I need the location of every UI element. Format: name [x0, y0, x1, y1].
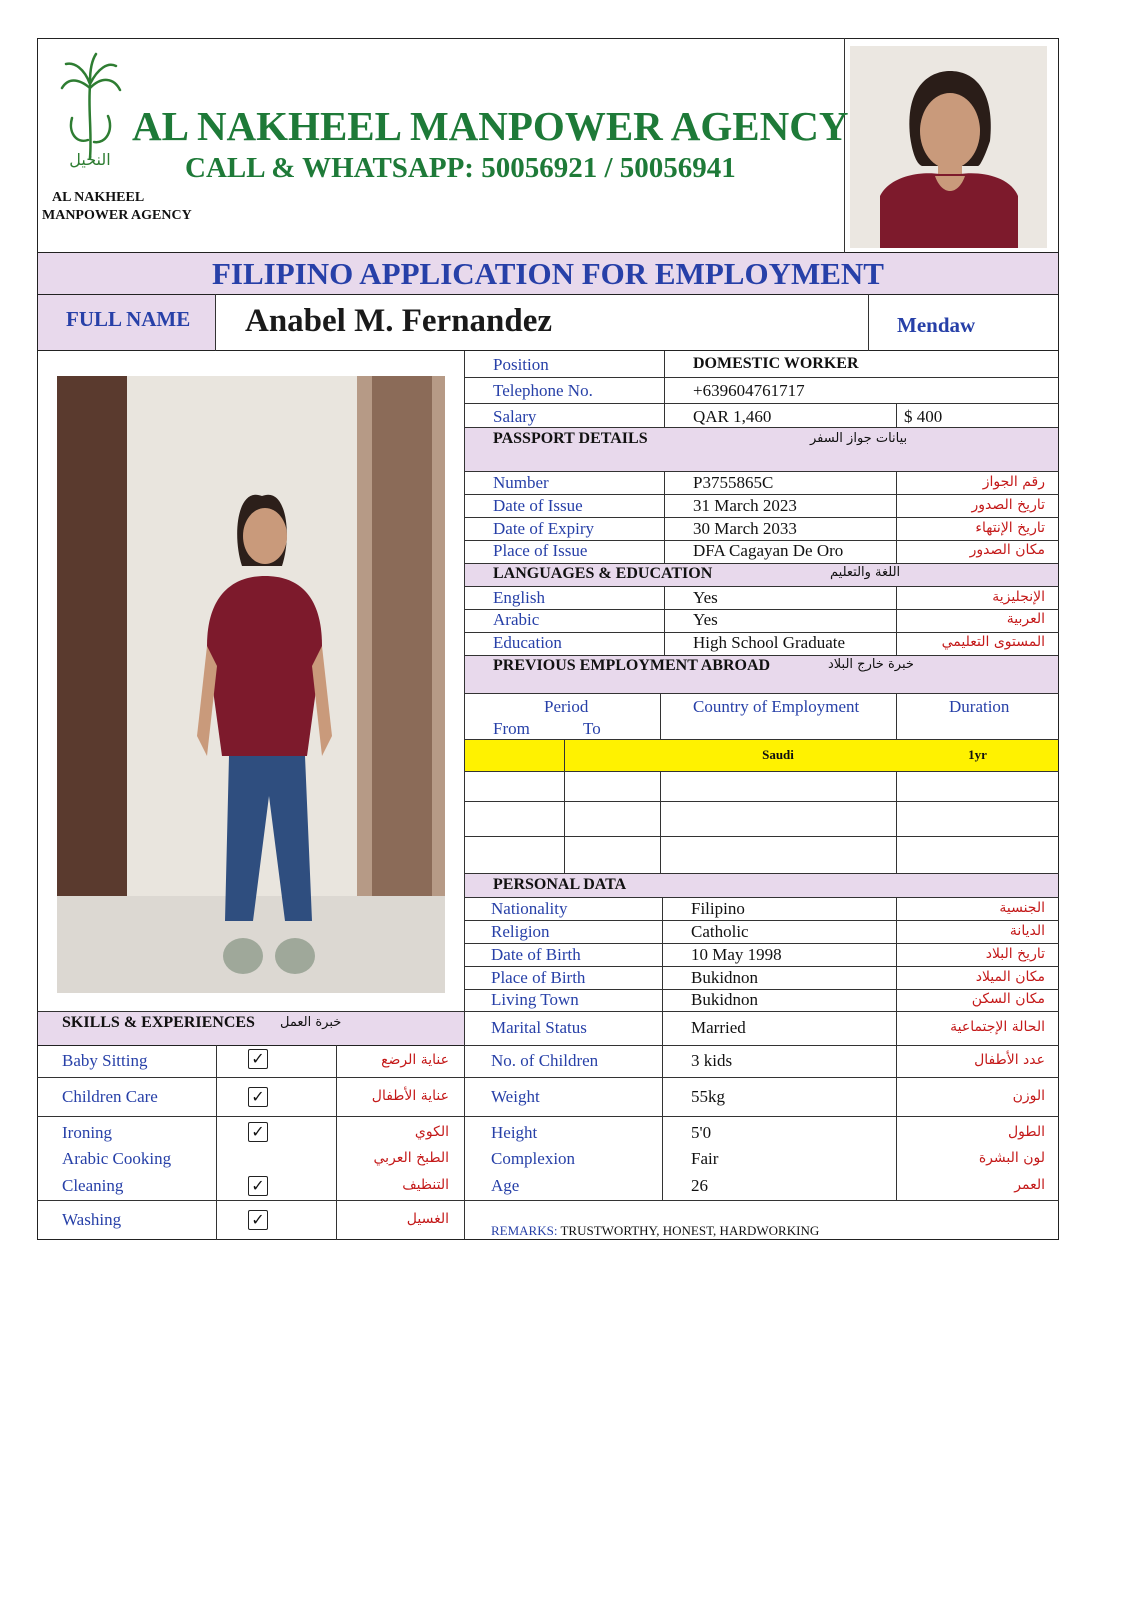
- skill-label-ar: التنظيف: [402, 1177, 449, 1193]
- checkbox-checked-icon[interactable]: ✓: [248, 1176, 268, 1196]
- passport-field-value: 30 March 2033: [693, 519, 797, 538]
- language-label: Arabic: [493, 610, 540, 629]
- salary-qar-value: QAR 1,460: [693, 407, 772, 426]
- skill-label: Ironing: [62, 1123, 113, 1142]
- passport-field-value: P3755865C: [693, 473, 774, 492]
- personal-field-value: Bukidnon: [691, 990, 759, 1009]
- personal-field-label: Living Town: [491, 990, 579, 1009]
- languages-heading-ar: اللغة والتعليم: [830, 565, 901, 580]
- personal-field-ar: مكان السكن: [971, 991, 1045, 1007]
- languages-heading: LANGUAGES & EDUCATION: [493, 565, 713, 582]
- education-value: High School Graduate: [693, 633, 846, 652]
- period-header: Period: [544, 697, 589, 716]
- agency-name: AL NAKHEEL MANPOWER AGENCY: [132, 103, 849, 149]
- passport-heading-ar: بيانات جواز السفر: [810, 431, 908, 446]
- checkbox-checked-icon[interactable]: ✓: [248, 1087, 268, 1107]
- skill-label-ar: الطبخ العربي: [373, 1150, 449, 1166]
- remarks: [491, 1223, 819, 1239]
- skills-heading-ar: خبرة العمل: [280, 1015, 342, 1030]
- skill-label-ar: الغسيل: [406, 1211, 449, 1227]
- skill-label: Children Care: [62, 1087, 158, 1106]
- language-label-ar: الإنجليزية: [992, 589, 1045, 605]
- salary-usd-value: $ 400: [904, 407, 943, 426]
- headshot-photo: [850, 46, 1047, 248]
- personal-field-ar: العمر: [1014, 1177, 1045, 1193]
- personal-field-ar: لون البشرة: [978, 1150, 1045, 1166]
- fullbody-photo: [57, 376, 445, 993]
- personal-field-ar: الحالة الإجتماعية: [950, 1019, 1045, 1035]
- salary-label: Salary: [493, 407, 537, 426]
- nickname-value: Mendaw: [897, 313, 976, 337]
- personal-field-value: 26: [691, 1176, 708, 1195]
- employment-country: Saudi: [762, 747, 794, 762]
- personal-field-label: Height: [491, 1123, 538, 1142]
- employment-heading-ar: خبرة خارج البلاد: [828, 657, 914, 672]
- personal-field-value: 5'0: [691, 1123, 712, 1142]
- personal-field-value: 10 May 1998: [691, 945, 782, 964]
- remarks-text: TRUSTWORTHY, HONEST, HARDWORKING: [560, 1223, 820, 1238]
- passport-field-ar: مكان الصدور: [969, 542, 1045, 558]
- personal-field-label: Weight: [491, 1087, 540, 1106]
- personal-field-label: Complexion: [491, 1149, 576, 1168]
- personal-field-value: Bukidnon: [691, 968, 759, 987]
- passport-field-label: Date of Issue: [493, 496, 583, 515]
- telephone-value: +639604761717: [693, 381, 805, 400]
- passport-heading: PASSPORT DETAILS: [493, 430, 648, 447]
- personal-field-ar: الجنسية: [999, 900, 1045, 916]
- position-value: DOMESTIC WORKER: [693, 355, 859, 372]
- education-label: Education: [493, 633, 562, 652]
- language-value: Yes: [693, 610, 718, 629]
- full-name-value: Anabel M. Fernandez: [245, 303, 553, 339]
- skill-label-ar: عناية الأطفال: [371, 1088, 449, 1104]
- skill-label: Cleaning: [62, 1176, 124, 1195]
- position-label: Position: [493, 355, 549, 374]
- personal-field-value: Fair: [691, 1149, 719, 1168]
- personal-heading: PERSONAL DATA: [493, 876, 627, 893]
- skills-heading: SKILLS & EXPERIENCES: [62, 1014, 255, 1031]
- from-header: From: [493, 719, 530, 738]
- personal-field-ar: تاريخ البلاد: [985, 946, 1045, 962]
- personal-field-ar: عدد الأطفال: [974, 1052, 1045, 1068]
- language-label-ar: العربية: [1006, 611, 1045, 627]
- passport-field-label: Date of Expiry: [493, 519, 595, 538]
- personal-field-ar: مكان الميلاد: [975, 969, 1045, 985]
- logo-caption-line1: AL NAKHEEL: [52, 190, 145, 205]
- logo-caption-line2: MANPOWER AGENCY: [42, 208, 192, 223]
- remarks-label: REMARKS:: [491, 1223, 558, 1238]
- skill-label-ar: الكوي: [414, 1124, 449, 1140]
- personal-field-value: 55kg: [691, 1087, 725, 1106]
- passport-field-value: DFA Cagayan De Oro: [693, 541, 844, 560]
- personal-field-value: Married: [691, 1018, 746, 1037]
- personal-field-label: Nationality: [491, 899, 568, 918]
- skill-label: Arabic Cooking: [62, 1149, 172, 1168]
- passport-field-label: Number: [493, 473, 549, 492]
- personal-field-label: Place of Birth: [491, 968, 586, 987]
- personal-field-value: Filipino: [691, 899, 745, 918]
- personal-field-label: Date of Birth: [491, 945, 581, 964]
- personal-field-ar: الديانة: [1009, 923, 1045, 939]
- language-value: Yes: [693, 588, 718, 607]
- passport-field-ar: تاريخ الصدور: [971, 497, 1045, 513]
- passport-field-value: 31 March 2023: [693, 496, 797, 515]
- personal-field-label: Marital Status: [491, 1018, 587, 1037]
- personal-field-label: Religion: [491, 922, 550, 941]
- agency-contact: CALL & WHATSAPP: 50056921 / 50056941: [185, 152, 736, 184]
- passport-field-ar: تاريخ الإنتهاء: [975, 520, 1045, 536]
- to-header: To: [583, 719, 601, 738]
- employment-heading: PREVIOUS EMPLOYMENT ABROAD: [493, 657, 771, 674]
- personal-field-ar: الطول: [1007, 1124, 1045, 1140]
- logo-arabic: النخيل: [69, 150, 111, 169]
- personal-field-label: No. of Children: [491, 1051, 599, 1070]
- full-name-label: FULL NAME: [66, 307, 191, 331]
- duration-header: Duration: [949, 697, 1010, 716]
- personal-field-value: 3 kids: [691, 1051, 733, 1070]
- education-label-ar: المستوى التعليمي: [941, 634, 1045, 650]
- checkbox-checked-icon[interactable]: ✓: [248, 1122, 268, 1142]
- telephone-label: Telephone No.: [493, 381, 593, 400]
- country-header: Country of Employment: [693, 697, 860, 716]
- passport-field-ar: رقم الجواز: [982, 474, 1045, 490]
- skill-label-ar: عناية الرضع: [381, 1052, 449, 1068]
- skill-label: Washing: [62, 1210, 122, 1229]
- form-title: FILIPINO APPLICATION FOR EMPLOYMENT: [212, 256, 884, 291]
- checkbox-checked-icon[interactable]: ✓: [248, 1049, 268, 1069]
- checkbox-checked-icon[interactable]: ✓: [248, 1210, 268, 1230]
- personal-field-label: Age: [491, 1176, 520, 1195]
- skill-label: Baby Sitting: [62, 1051, 148, 1070]
- language-label: English: [493, 588, 545, 607]
- personal-field-ar: الوزن: [1012, 1088, 1045, 1104]
- personal-field-value: Catholic: [691, 922, 749, 941]
- employment-duration: 1yr: [968, 747, 987, 762]
- passport-field-label: Place of Issue: [493, 541, 588, 560]
